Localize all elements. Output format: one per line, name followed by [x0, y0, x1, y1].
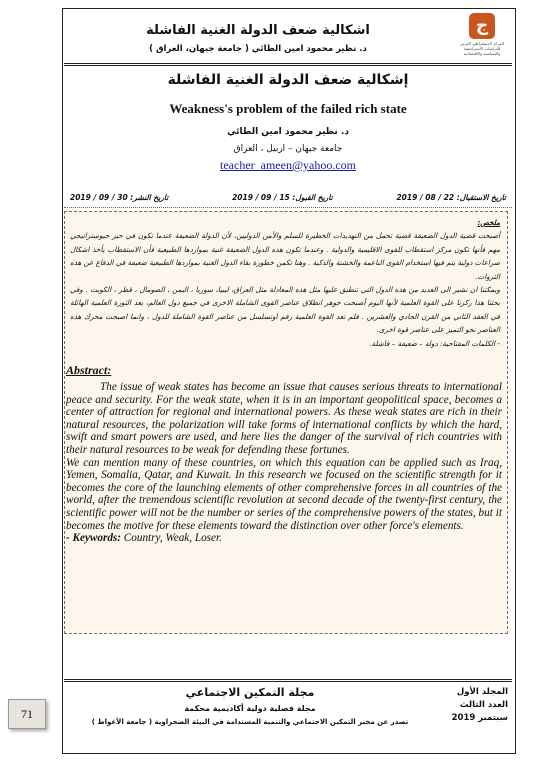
arabic-abstract-paragraph-1: أصبحت قضية الدول الضعيفة قضية تحمل من التهديدات الخطيرة للسلم والأمن الدوليين، لأن الدولة الضعيفة عندما تكون في حيز جيوستراتيجي مهم فأنها تكون مركز استقطاب للقوى الاقليمية والدولية . وعندما تكون هذه الدول الضعيفة غنية بمواردها الطبيعية فأن الاستقطاب يأخذ اشكال صراعات دولية يتم فيها استخدام القوى الناعمة والخشنة والذكية . وهنا تكمن خطورة بقاء الدول الغنية بمواردها الطبيعية ضعيفة في الدفاع عن هذه الثروات.	[70, 231, 500, 281]
logo-icon: ج	[469, 13, 495, 39]
english-abstract-paragraph-1: The issue of weak states has become an issue that causes serious threats to international peace and security. For the weak state, when it is in an important geopolitical space, becomes a center of attraction for regional and international powers. As these weak states are rich in their natural resources, the polarization will take forms of international conflicts by which the hard, swift and smart powers are used, and here lies the danger of the survival of rich countries with their natural resources to be weak for defending these fortunes.	[66, 381, 502, 456]
issue-label: العدد الثالث	[459, 700, 508, 710]
page-number: 71	[8, 699, 46, 729]
english-abstract	[66, 381, 502, 545]
journal-tagline: مجلة فصلية دولية أكاديمية محكمة	[184, 704, 316, 713]
dates-divider	[64, 207, 512, 208]
english-abstract-heading: Abstract:	[66, 363, 112, 377]
running-footer	[64, 684, 512, 748]
running-header	[64, 10, 512, 66]
issue-info	[448, 686, 508, 725]
article-dates	[70, 193, 506, 202]
header-title: اشكالية ضعف الدولة الغنية الفاشلة	[146, 22, 370, 38]
header-text	[64, 10, 452, 66]
volume-label: المجلد الأول	[456, 687, 508, 697]
english-abstract-paragraph-2: We can mention many of these countries, on which this equation can be applied such as Iraq, Yemen, Somalia, Qatar, and Kuwait. In this research we focused on the scientific strength for it becomes the core of the launching elements of other comprehensive forces in all countries of the world, after the tremendous scientific revolution at second decade of the twenty-first century, the scientific power will not be the number or series of the comprehensive powers of the states, but it becomes the motive for these elements toward the distinction over other force's elements.	[66, 456, 502, 532]
english-keywords	[66, 532, 502, 545]
journal-publisher: تصدر عن مخبر التمكين الاجتماعي والتنمية المستدامة في البيئة الصحراوية ( جامعة الأغواط )	[91, 718, 409, 726]
date-published: تاريخ النشر: 30 / 09 / 2019	[70, 193, 169, 202]
article-title-english: Weakness's problem of the failed rich state	[169, 101, 407, 116]
footer-divider	[64, 679, 512, 682]
author-name: د. نظير محمود امين الطائي	[227, 127, 349, 137]
arabic-abstract	[70, 216, 500, 350]
arabic-abstract-paragraph-2: ويمكننا ان نشير الى العديد من هذه الدول التي تنطبق عليها مثل هذه المعادلة مثل العراق، ليبيا، سوريا ، اليمن ، الصومال ، قطر ، الكويت . وفي بحثنا هذا ركزنا على القوة العلمية لأنها اليوم أصبحت جوهر انطلاق عناصر القوى الشاملة الاخرى في جميع دول العالم، بعد الثورة العلمية الهائلة في العقد الثاني من القرن الحادي والعشرين . فلم تعد القوة العلمية رقم اوتسلسل من عناصر القوة الشاملة للدول ، وانما اصبحت محرك هذه العناصر نحو التميز على عناصر قوة اخرى.	[70, 285, 500, 335]
author-affiliation: جامعة جيهان – اربيل ، العراق	[233, 144, 343, 154]
month-label: سبتمبر 2019	[451, 713, 508, 723]
english-keywords-value: Country, Weak, Loser.	[123, 532, 222, 545]
header-divider	[64, 63, 512, 66]
author-email-link[interactable]: teacher_ameen@yahoo.com	[220, 158, 356, 172]
english-keywords-label: - Keywords:	[66, 532, 121, 545]
date-received: تاريخ الاستقبال: 22 / 08 / 2019	[396, 193, 506, 202]
journal-logo	[452, 10, 512, 66]
header-subtitle: د. نظير محمود امين الطائي ( جامعة جيهان، العراق )	[149, 43, 367, 54]
arabic-keywords: - الكلمات المفتاحية: دولة – ضعيفة – فاشلة.	[369, 338, 500, 348]
date-accepted: تاريخ القبول: 15 / 09 / 2019	[232, 193, 333, 202]
journal-info	[66, 686, 434, 726]
article-title-arabic: إشكالية ضعف الدولة الغنية الفاشلة	[167, 72, 409, 88]
arabic-abstract-label: ملخص:	[477, 218, 500, 227]
journal-name: مجلة التمكين الاجتماعي	[185, 686, 315, 699]
logo-caption: المركز الديمقراطي العربي للدراسات الاستراتيجية والسياسية والاقتصادية	[459, 41, 505, 56]
